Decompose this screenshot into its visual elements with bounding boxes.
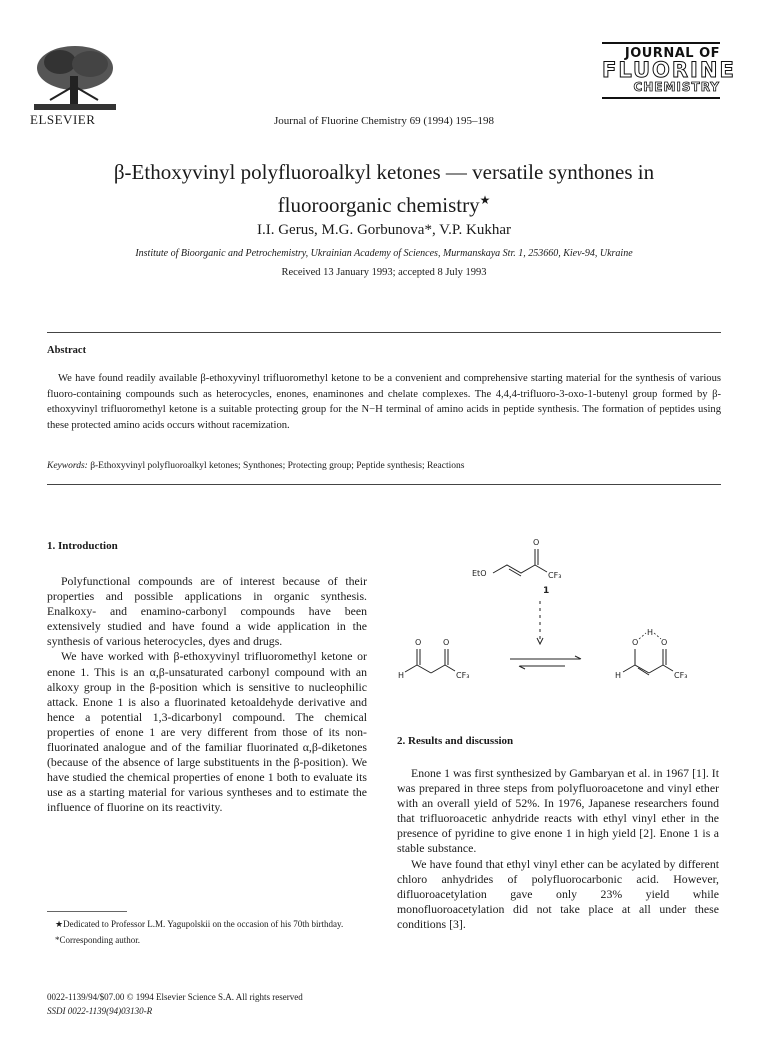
abstract-text: We have found readily available β-ethoxyvinyl trifluoromethyl ketone to be a convenient and comprehensive starting material for the synthesis of various fluoro-containing compounds such as heterocycles, enones, enaminones and chelate complexes. The 4,4,4-trifluoro-3-oxo-1-butenyl group formed by β-ethoxyvinyl trifluoromethyl ketone is a suitable protecting group for the N−H terminal of amino acids in peptide synthesis. The formation of peptides using these protected amino acids occurs without racemization. <box>47 373 721 431</box>
enol-cf3-label: CF₃ <box>674 671 688 680</box>
ssdi-line: SSDI 0022-1139(94)03130-R <box>47 1006 153 1016</box>
keto-o1-label: O <box>415 638 422 647</box>
diketo-structure <box>398 638 469 680</box>
article-title <box>0 158 768 219</box>
footnote-rule <box>47 911 127 912</box>
enol-o1-label: O <box>632 638 639 647</box>
keywords-label: Keywords: <box>47 461 88 471</box>
enol-h-label: H <box>615 671 622 680</box>
affiliation: Institute of Bioorganic and Petrochemistry, Ukrainian Academy of Sciences, Murmanskaya Str. 1, 253660, Kiev-94, Ukraine <box>135 248 633 259</box>
authors: I.I. Gerus, M.G. Gorbunova*, V.P. Kukhar <box>256 222 511 238</box>
abstract-heading: Abstract <box>47 345 87 356</box>
enone-cf3-label: CF₃ <box>548 571 562 580</box>
title-star: ★ <box>479 193 491 207</box>
enol-o2-label: O <box>661 638 668 647</box>
enone-o-label: O <box>533 538 540 547</box>
elsevier-tree-logo <box>30 42 120 114</box>
copyright <box>47 990 303 1018</box>
keywords-text: β-Ethoxyvinyl polyfluoroalkyl ketones; Synthones; Protecting group; Peptide synthesis; Reactions <box>90 461 465 471</box>
footnotes <box>47 917 367 949</box>
enone-1-structure <box>472 538 561 596</box>
journal-logo-line-2: FLUORINE <box>602 58 736 82</box>
chelate-h-label: H <box>647 628 654 637</box>
results-text <box>397 766 719 932</box>
journal-citation: Journal of Fluorine Chemistry 69 (1994) 195–198 <box>274 115 494 127</box>
results-paragraph-2: We have found that ethyl vinyl ether can be acylated by different chloro anhydrides of polyfluorocarbonic acid. However, difluoroacetylation gave only 23% yield while monofluoroacetylation did not take place at all under these conditions [3]. <box>397 856 719 931</box>
copyright-line: 0022-1139/94/$07.00 © 1994 Elsevier Science S.A. All rights reserved <box>47 992 303 1002</box>
keto-cf3-label: CF₃ <box>456 671 470 680</box>
footnote-corresponding: *Corresponding author. <box>55 935 140 945</box>
enol-structure <box>615 628 687 680</box>
received-dates: Received 13 January 1993; accepted 8 July 1993 <box>281 267 487 278</box>
introduction-text <box>47 574 367 816</box>
divider-bottom <box>47 484 721 485</box>
results-paragraph-1: Enone 1 was first synthesized by Gambaryan et al. in 1967 [1]. It was prepared in three steps from polyfluoroacetone and vinyl ether with an overall yield of 52%. In 1976, Japanese researchers found that trifluoroacetic anhydride reacts with ethyl vinyl ether in the presence of pyridine to give enone 1 in high yield [2]. Enone 1 is a stable substance. <box>397 766 719 856</box>
eto-label: EtO <box>472 569 487 578</box>
journal-logo-line-1: JOURNAL OF <box>624 46 720 61</box>
publisher-name: ELSEVIER <box>30 112 96 127</box>
article-title-line-1: β-Ethoxyvinyl polyfluoroalkyl ketones — versatile synthones in <box>113 160 655 184</box>
keto-h-label: H <box>398 671 405 680</box>
footnote-dedication: ★Dedicated to Professor L.M. Yagupolskii on the occasion of his 70th birthday. <box>55 919 344 929</box>
introduction-heading: 1. Introduction <box>47 540 118 552</box>
keto-o2-label: O <box>443 638 450 647</box>
journal-logo <box>602 42 736 102</box>
results-heading: 2. Results and discussion <box>397 735 514 747</box>
introduction-paragraph-1: Polyfunctional compounds are of interest because of their properties and possible applications in organic synthesis. Enalkoxy- and enamino-carbonyl compounds have been extensively studied and have found a wide application in the synthesis of various heterocycles, dyes and drugs. <box>47 574 367 649</box>
reaction-scheme <box>395 535 725 695</box>
divider-top <box>47 332 721 333</box>
keywords <box>47 461 721 471</box>
introduction-paragraph-2: We have worked with β-ethoxyvinyl trifluoromethyl ketone or enone 1. This is an α,β-unsaturated carbonyl compound with an alkoxy group in the β-position which is sensitive to nucleophilic attack. Enone 1 is also a fluorinated ketoaldehyde derivative and hence a potential 1,3-dicarbonyl compound. The chemical properties of enone 1 are very different from those of its non-fluorinated analogue and of the familiar fluorinated α,β-diketones (because of the absence of large substituents in the β-position). We have studied the chemical properties of enone 1 both to evaluate its use as a starting material for various syntheses and to estimate the influence of fluorine on its reactivity. <box>47 649 367 815</box>
journal-logo-line-3: CHEMISTRY <box>633 80 720 94</box>
article-title-line-2: fluoroorganic chemistry <box>277 193 480 217</box>
compound-number: 1 <box>543 586 550 596</box>
